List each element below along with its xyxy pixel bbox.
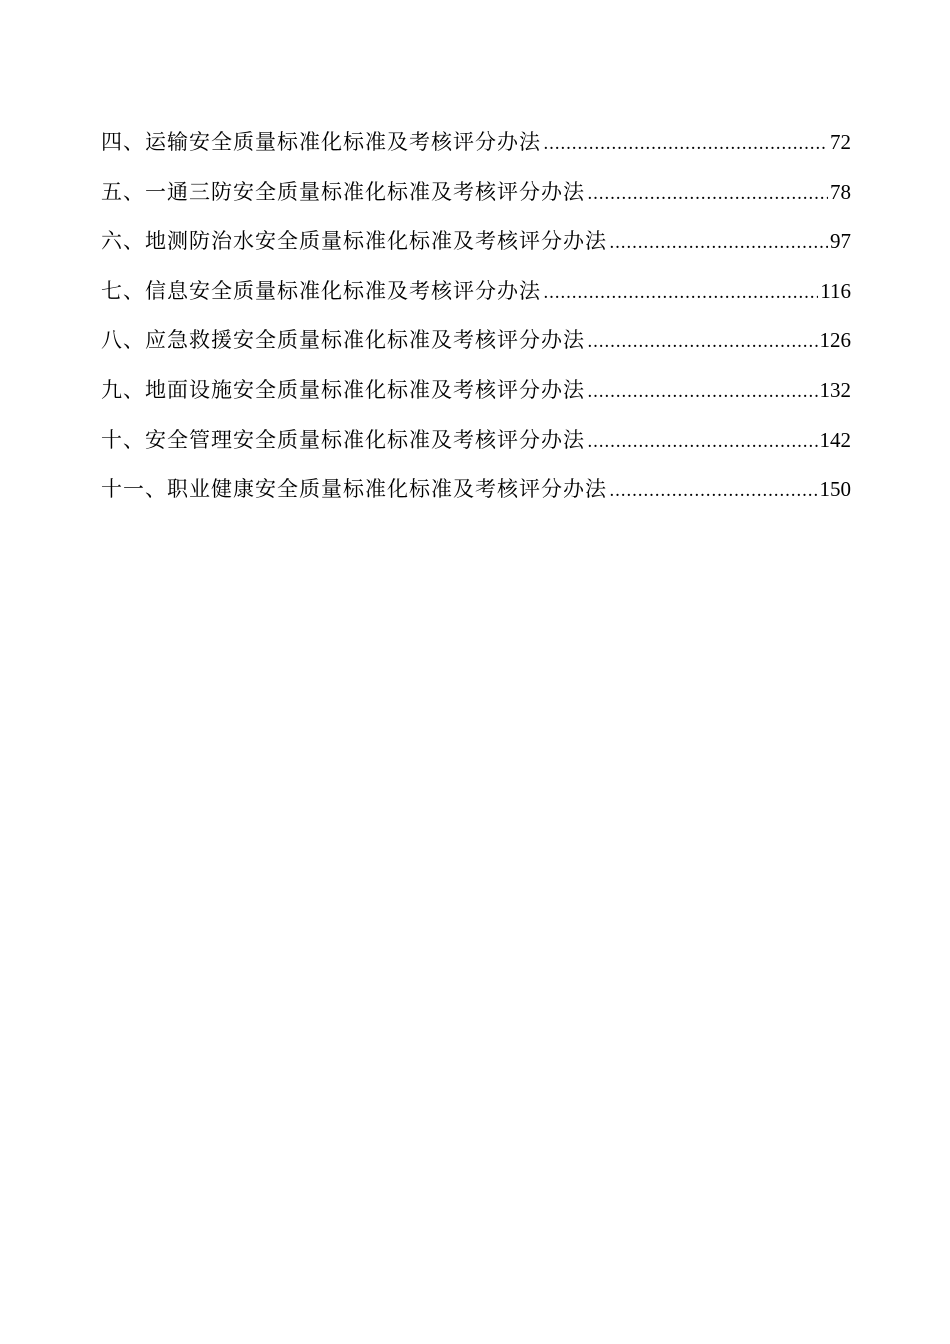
toc-entry-title: 八、应急救援安全质量标准化标准及考核评分办法 bbox=[101, 328, 585, 353]
toc-entry[interactable] bbox=[101, 416, 851, 466]
toc-entry-title: 十一、职业健康安全质量标准化标准及考核评分办法 bbox=[101, 477, 607, 502]
toc-entry-title: 九、地面设施安全质量标准化标准及考核评分办法 bbox=[101, 377, 585, 402]
toc-entry-page: 116 bbox=[820, 278, 851, 303]
table-of-contents bbox=[101, 118, 851, 515]
toc-entry-title: 十、安全管理安全质量标准化标准及考核评分办法 bbox=[101, 427, 585, 452]
toc-entry[interactable] bbox=[101, 168, 851, 218]
toc-dot-leader bbox=[543, 120, 828, 170]
toc-entry-title: 四、运输安全质量标准化标准及考核评分办法 bbox=[101, 130, 541, 154]
toc-dot-leader bbox=[609, 219, 828, 269]
toc-entry-title: 六、地测防治水安全质量标准化标准及考核评分办法 bbox=[101, 229, 607, 254]
toc-entry[interactable] bbox=[101, 465, 851, 515]
toc-entry-page: 78 bbox=[830, 179, 851, 204]
toc-dot-leader bbox=[587, 368, 818, 418]
toc-entry-page: 97 bbox=[830, 229, 851, 254]
toc-dot-leader bbox=[543, 269, 818, 319]
toc-entry[interactable] bbox=[101, 217, 851, 267]
toc-entry-page: 142 bbox=[819, 427, 851, 452]
toc-entry-title: 七、信息安全质量标准化标准及考核评分办法 bbox=[101, 278, 541, 303]
toc-entry-page: 150 bbox=[819, 477, 851, 502]
toc-entry-page: 132 bbox=[819, 377, 851, 402]
toc-dot-leader bbox=[587, 318, 818, 368]
toc-entry[interactable] bbox=[101, 267, 851, 317]
toc-dot-leader bbox=[587, 418, 818, 468]
toc-entry[interactable] bbox=[101, 366, 851, 416]
toc-entry[interactable] bbox=[101, 316, 851, 366]
toc-entry[interactable] bbox=[101, 118, 851, 168]
toc-entry-page: 72 bbox=[830, 130, 851, 154]
toc-dot-leader bbox=[609, 467, 818, 517]
toc-dot-leader bbox=[587, 170, 828, 220]
toc-entry-page: 126 bbox=[819, 328, 851, 353]
toc-entry-title: 五、一通三防安全质量标准化标准及考核评分办法 bbox=[101, 179, 585, 204]
